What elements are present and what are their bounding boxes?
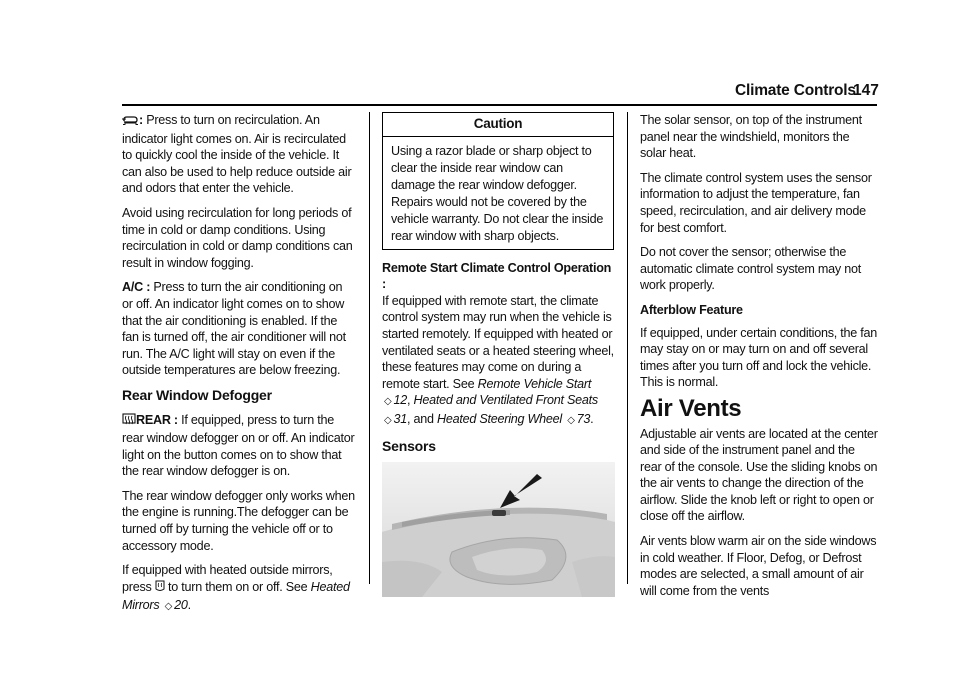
ref-separator: , and [406,411,434,426]
mirrors-ref-link[interactable]: Heated Mirrors [122,579,350,613]
heated-seats-link[interactable]: Heated and Ventilated Front Seats [413,393,598,408]
ref-end: . [590,411,594,426]
defogger-note: The rear window defogger only works when the engine is running.The defogger can be turned off by turning the vehicle off or to accessory mode. [122,488,355,553]
solar-sensor-illustration [382,462,615,597]
vents-paragraph-2: Air vents blow warm air on the side windows in cold weather. If Floor, Defog, or Defrost modes are selected, a small amount of air will come from the vents [640,534,877,598]
ac-paragraph [122,279,356,379]
ref-separator: , [406,393,411,408]
remote-start-label: Remote Start Climate Control Operation : [382,260,612,292]
section-title: Climate Controls [735,82,856,99]
recirc-label: : [139,113,143,127]
rear-paragraph [122,412,356,480]
mirrors-intro: If equipped with heated outside mirrors, [122,563,333,578]
page-ref-icon: ◇ [164,601,173,613]
sensors-heading: Sensors [382,437,436,454]
ac-text: Press to turn the air conditioning on or off. An indicator light comes on to show that the air conditioning is enabled. If the fan is turned off, the air conditioner will not run. The A/C light will stay on even if the outside temperatures are below freezing. [122,280,346,378]
rear-defog-icon [122,413,136,431]
mirrors-press: press [122,579,152,594]
ref-page-31[interactable]: 31 [393,411,407,426]
caution-title: Caution [383,113,613,137]
caution-box [382,112,614,250]
vents-paragraph: Adjustable air vents are located at the center and side of the instrument panel and the rear of the console. Use the sliding knobs on the air vents to change the direction of the airflow. Slide the knob left or right to open or close off the airflow. [640,426,878,524]
remote-start-text: If equipped with remote start, the climate control system may run when the vehicle is started remotely. If equipped with heated or ventilated seats or a heated steering wheel, these features may come on during a remote start. See [382,293,614,391]
column-3 [640,112,878,607]
column-divider [627,112,628,584]
page-header [0,82,960,102]
cover-warning-paragraph: Do not cover the sensor; otherwise the automatic climate control system may not work properly. [640,245,861,293]
recirc-note: Avoid using recirculation for long periods of time in cold or damp conditions. Using recirculation in cold or damp conditions can result in window fogging. [122,205,353,270]
solar-sensor-paragraph: The solar sensor, on top of the instrument panel near the windshield, monitors the solar heat. [640,113,862,161]
rear-text: If equipped, press to turn the rear window defogger on or off. An indicator light on the button comes on to show that the rear window defogger is on. [122,412,355,479]
recirculation-icon [122,114,139,131]
heated-mirror-icon [155,580,165,598]
column-1 [122,112,356,624]
mirrors-paragraph [122,562,356,616]
caution-text: Using a razor blade or sharp object to clear the inside rear window can damage the rear window defogger. Repairs would not be covered by the vehicle warranty. Do not clear the inside rear window with sharp objects. [391,143,604,243]
afterblow-paragraph: If equipped, under certain conditions, the fan may stay on or may turn on and off several times after you turn off and lock the vehicle. This is normal. [640,325,878,390]
recirc-text: Press to turn on recirculation. An indicator light comes on. Air is recirculated to quickly cool the inside of the vehicle. It can also be used to help reduce outside air and odors that enter the vehicle. [122,113,352,196]
column-2 [382,112,614,597]
mirrors-ref-page[interactable]: 20 [174,598,188,613]
page-ref-icon: ◇ [384,414,392,426]
sensor-use-paragraph: The climate control system uses the sensor information to adjust the temperature, fan speed, recirculation, and air delivery mode for best comfort. [640,170,872,235]
heated-steering-wheel-link[interactable]: Heated Steering Wheel [436,411,562,426]
page-ref-icon: ◇ [567,414,575,426]
ref-page-73[interactable]: 73 [576,411,591,426]
recirc-paragraph [122,112,356,197]
header-rule [122,104,877,106]
air-vents-heading: Air Vents [640,394,742,422]
remote-start-paragraph [382,260,614,430]
column-divider [369,112,370,584]
defogger-heading: Rear Window Defogger [122,386,272,403]
mirrors-end: . [187,598,191,613]
ref-page-12[interactable]: 12 [393,393,407,408]
mirrors-mid: to turn them on or off. See [168,579,308,594]
afterblow-heading: Afterblow Feature [640,302,743,317]
remote-vehicle-start-link[interactable]: Remote Vehicle Start [477,376,592,391]
page-ref-icon: ◇ [384,396,392,408]
rear-label: REAR : [136,412,178,427]
page-number: 147 [853,82,879,99]
ac-label: A/C : [122,280,151,295]
